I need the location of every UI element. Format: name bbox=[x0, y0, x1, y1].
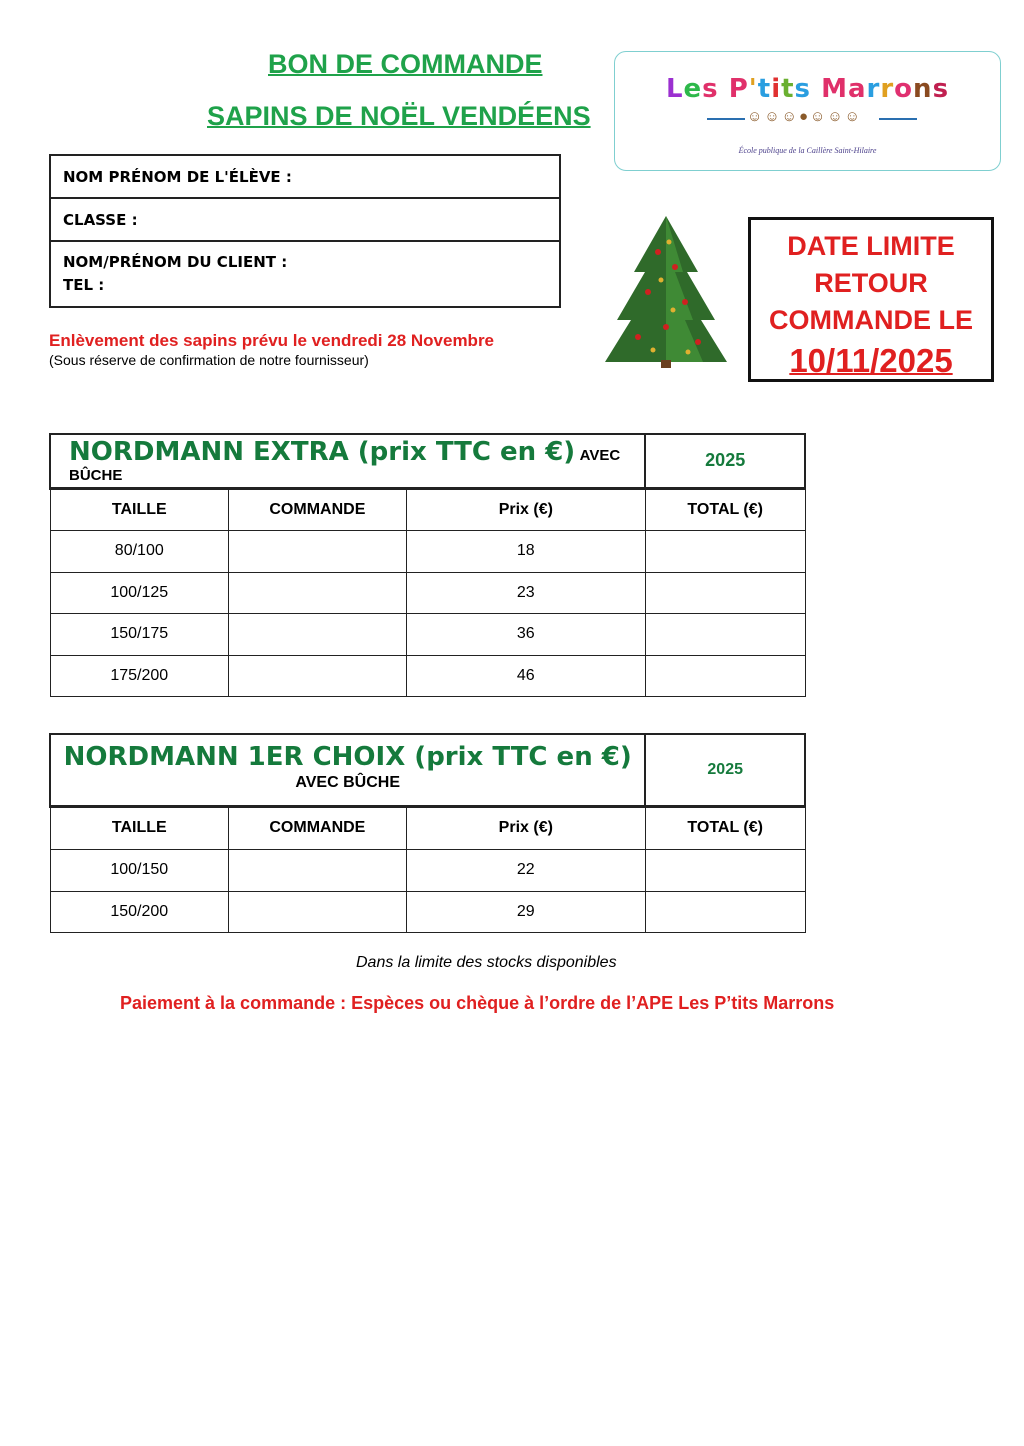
deadline-line1: DATE LIMITE bbox=[787, 231, 955, 261]
logo-text bbox=[615, 74, 1000, 104]
total-input-cell[interactable] bbox=[645, 849, 805, 891]
total-input-cell[interactable] bbox=[645, 530, 805, 572]
logo-letter: t bbox=[781, 74, 795, 104]
table-row bbox=[50, 655, 805, 696]
size-cell: 100/150 bbox=[50, 849, 229, 891]
logo-letter: o bbox=[894, 74, 914, 104]
table1-subtitle: AVEC BÛCHE bbox=[69, 446, 621, 484]
order-input-cell[interactable] bbox=[229, 572, 407, 613]
col-header-price: Prix (€) bbox=[406, 488, 645, 530]
logo-letter: P bbox=[728, 74, 749, 104]
order-input-cell[interactable] bbox=[229, 613, 407, 655]
table2-subtitle: AVEC BÛCHE bbox=[295, 773, 400, 791]
table-row bbox=[50, 613, 805, 655]
logo-letter: a bbox=[847, 74, 867, 104]
table-row bbox=[50, 572, 805, 613]
size-cell: 175/200 bbox=[50, 655, 229, 696]
logo-letter: s bbox=[702, 74, 719, 104]
col-header-order: COMMANDE bbox=[229, 806, 407, 849]
table1-year-cell bbox=[645, 434, 805, 488]
pickup-note: (Sous réserve de confirmation de notre fournisseur) bbox=[49, 352, 369, 368]
logo-letter: n bbox=[913, 74, 933, 104]
nordmann-first-choice-table bbox=[49, 733, 806, 933]
logo-divider bbox=[879, 118, 917, 120]
logo-letter: s bbox=[932, 74, 950, 104]
client-label: NOM/PRÉNOM DU CLIENT : bbox=[63, 253, 288, 271]
logo-letter: e bbox=[683, 74, 703, 104]
total-input-cell[interactable] bbox=[645, 891, 805, 932]
logo-letter: L bbox=[665, 74, 684, 104]
table-row bbox=[50, 530, 805, 572]
total-input-cell[interactable] bbox=[645, 613, 805, 655]
deadline-line3: COMMANDE LE bbox=[769, 305, 973, 335]
size-cell: 80/100 bbox=[50, 530, 229, 572]
price-cell: 18 bbox=[406, 530, 645, 572]
price-cell: 46 bbox=[406, 655, 645, 696]
logo-letter: t bbox=[757, 74, 772, 104]
price-cell: 36 bbox=[406, 613, 645, 655]
christmas-tree-icon bbox=[603, 212, 729, 368]
client-field[interactable] bbox=[51, 242, 559, 306]
total-input-cell[interactable] bbox=[645, 655, 805, 696]
student-label: NOM PRÉNOM DE L'ÉLÈVE : bbox=[63, 167, 292, 186]
deadline-line2: RETOUR bbox=[814, 268, 928, 298]
logo-letter bbox=[719, 74, 729, 104]
logo-letter: r bbox=[866, 74, 881, 104]
table1-title: NORDMANN EXTRA (prix TTC en €) bbox=[69, 436, 576, 467]
student-name-field[interactable] bbox=[51, 156, 559, 199]
price-cell: 29 bbox=[406, 891, 645, 932]
customer-info-box bbox=[49, 154, 561, 308]
order-input-cell[interactable] bbox=[229, 530, 407, 572]
order-input-cell[interactable] bbox=[229, 891, 407, 932]
school-logo bbox=[614, 51, 1001, 171]
tel-label: TEL : bbox=[63, 276, 105, 294]
title-order-form: BON DE COMMANDE bbox=[268, 49, 543, 79]
price-cell: 23 bbox=[406, 572, 645, 613]
logo-divider bbox=[707, 118, 745, 120]
table1-title-cell bbox=[50, 434, 645, 488]
nordmann-extra-table bbox=[49, 433, 806, 697]
table2-year-cell bbox=[645, 734, 805, 806]
kids-illustration-icon: ☺☺☺●☺☺☺ bbox=[747, 108, 862, 125]
table-row bbox=[50, 849, 805, 891]
col-header-total: TOTAL (€) bbox=[645, 488, 805, 530]
order-input-cell[interactable] bbox=[229, 849, 407, 891]
title-christmas-trees: SAPINS DE NOËL VENDÉENS bbox=[207, 101, 591, 131]
class-label: CLASSE : bbox=[63, 210, 138, 229]
table-row bbox=[50, 891, 805, 932]
logo-subtitle: École publique de la Caillère Saint-Hilaire bbox=[738, 146, 877, 155]
col-header-size: TAILLE bbox=[50, 488, 229, 530]
col-header-size: TAILLE bbox=[50, 806, 229, 849]
logo-letter: s bbox=[794, 74, 812, 104]
total-input-cell[interactable] bbox=[645, 572, 805, 613]
class-field[interactable] bbox=[51, 199, 559, 242]
payment-note: Paiement à la commande : Espèces ou chèque à l’ordre de l’APE Les P’tits Marrons bbox=[120, 993, 835, 1013]
col-header-price: Prix (€) bbox=[406, 806, 645, 849]
logo-letter: r bbox=[880, 74, 895, 104]
order-input-cell[interactable] bbox=[229, 655, 407, 696]
logo-letter bbox=[811, 74, 821, 104]
logo-letter: ' bbox=[748, 74, 758, 104]
size-cell: 100/125 bbox=[50, 572, 229, 613]
price-cell: 22 bbox=[406, 849, 645, 891]
stock-note: Dans la limite des stocks disponibles bbox=[356, 954, 617, 971]
deadline-box bbox=[748, 217, 994, 382]
logo-letter: i bbox=[771, 74, 782, 104]
col-header-total: TOTAL (€) bbox=[645, 806, 805, 849]
table2-title-cell bbox=[50, 734, 645, 806]
table2-title: NORDMANN 1ER CHOIX (prix TTC en €) bbox=[63, 741, 632, 772]
deadline-date: 10/11/2025 bbox=[789, 342, 953, 379]
table2-year: 2025 bbox=[707, 760, 743, 778]
col-header-order: COMMANDE bbox=[229, 488, 407, 530]
logo-letter: M bbox=[821, 74, 848, 104]
size-cell: 150/175 bbox=[50, 613, 229, 655]
size-cell: 150/200 bbox=[50, 891, 229, 932]
pickup-info: Enlèvement des sapins prévu le vendredi 28 Novembre bbox=[49, 331, 495, 350]
table1-year: 2025 bbox=[705, 450, 746, 471]
